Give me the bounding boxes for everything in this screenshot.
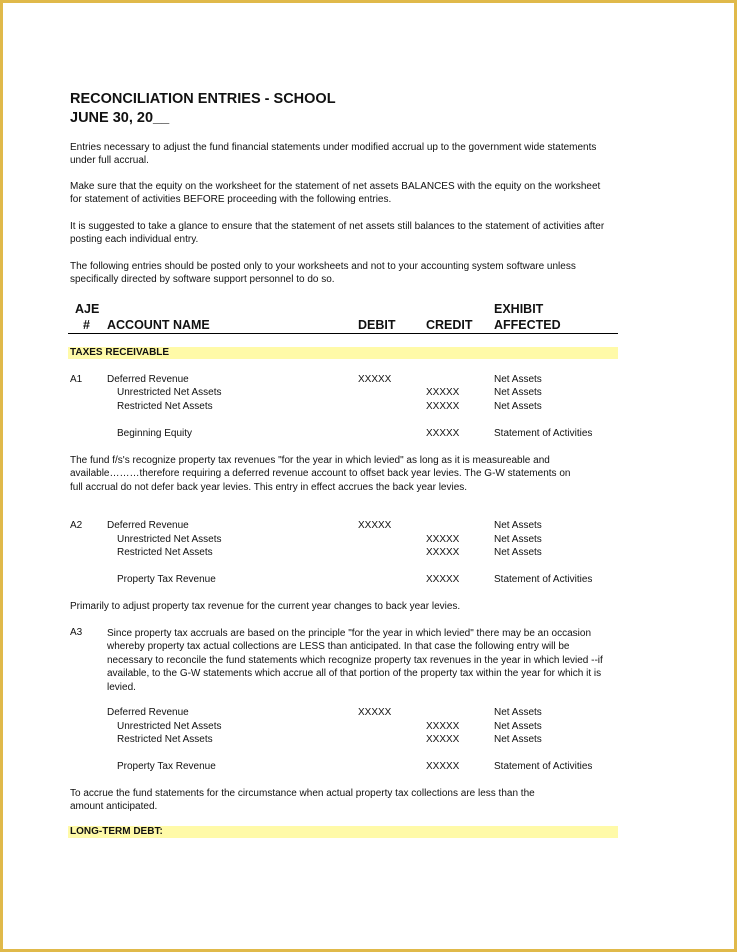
a1-debit-1: XXXXX [358, 374, 392, 385]
a2-exhibit-2: Net Assets [494, 534, 542, 545]
a2-credit-4: XXXXX [426, 574, 460, 585]
a1-credit-3: XXXXX [426, 401, 460, 412]
header-exhibit: EXHIBIT [494, 302, 544, 316]
a1-account-4: Beginning Equity [117, 428, 193, 439]
a2-exhibit-3: Net Assets [494, 547, 542, 558]
a3-credit-3: XXXXX [426, 734, 460, 745]
a1-exhibit-2: Net Assets [494, 387, 542, 398]
header-debit: DEBIT [358, 318, 396, 332]
a3-account-4: Property Tax Revenue [117, 761, 216, 772]
intro-paragraph-2: Make sure that the equity on the worksheet for the statement of net assets BALANCES with the equity on the worksheet for statement of activities BEFORE proceeding with the following entries. [70, 181, 601, 206]
header-credit: CREDIT [426, 318, 473, 332]
a2-account-1: Deferred Revenue [107, 520, 189, 531]
a1-exhibit-1: Net Assets [494, 374, 542, 385]
header-account-name: ACCOUNT NAME [107, 318, 210, 332]
entry-id-a3: A3 [70, 627, 83, 638]
a2-credit-3: XXXXX [426, 547, 460, 558]
intro-paragraph-3: It is suggested to take a glance to ensure that the statement of net assets still balances to the statement of activities after posting each individual entry. [70, 221, 605, 246]
a2-exhibit-4: Statement of Activities [494, 574, 593, 585]
entry-id-a1: A1 [70, 374, 83, 385]
a1-exhibit-3: Net Assets [494, 401, 542, 412]
a2-debit-1: XXXXX [358, 520, 392, 531]
a3-credit-4: XXXXX [426, 761, 460, 772]
a3-exhibit-3: Net Assets [494, 734, 542, 745]
header-affected: AFFECTED [494, 318, 561, 332]
a1-exhibit-4: Statement of Activities [494, 428, 593, 439]
a2-account-4: Property Tax Revenue [117, 574, 216, 585]
a3-exhibit-4: Statement of Activities [494, 761, 593, 772]
a2-note: Primarily to adjust property tax revenue for the current year changes to back year levies. [70, 601, 461, 612]
a3-credit-2: XXXXX [426, 721, 460, 732]
a3-account-1: Deferred Revenue [107, 707, 189, 718]
a3-account-2: Unrestricted Net Assets [117, 721, 222, 732]
a3-account-3: Restricted Net Assets [117, 734, 213, 745]
a1-credit-4: XXXXX [426, 428, 460, 439]
a3-description: Since property tax accruals are based on the principle "for the year in which levied" there may be an occasion whereby property tax actual collections are LESS than anticipated. In that case the following entry will be necessary to reconcile the fund statements which recognize property tax revenues in the year in which levied --if available, to the G-W statements which accrue all of that portion of the property tax within the year for which it is levied. [107, 628, 603, 693]
a1-credit-2: XXXXX [426, 387, 460, 398]
a3-note: To accrue the fund statements for the circumstance when actual property tax collections are less than the amount anticipated. [70, 788, 535, 813]
intro-paragraph-1: Entries necessary to adjust the fund financial statements under modified accrual up to the government wide statements under full accrual. [70, 142, 597, 167]
a1-account-3: Restricted Net Assets [117, 401, 213, 412]
a2-credit-2: XXXXX [426, 534, 460, 545]
section-long-term-debt: LONG-TERM DEBT: [68, 826, 618, 838]
header-aje-number: # [83, 318, 90, 332]
header-aje: AJE [75, 302, 100, 316]
a2-exhibit-1: Net Assets [494, 520, 542, 531]
section-taxes-receivable: TAXES RECEIVABLE [68, 347, 618, 359]
a3-exhibit-2: Net Assets [494, 721, 542, 732]
doc-title: RECONCILIATION ENTRIES - SCHOOL [70, 91, 336, 107]
a2-account-2: Unrestricted Net Assets [117, 534, 222, 545]
doc-subtitle: JUNE 30, 20__ [70, 110, 170, 126]
a1-account-2: Unrestricted Net Assets [117, 387, 222, 398]
a3-debit-1: XXXXX [358, 707, 392, 718]
a3-exhibit-1: Net Assets [494, 707, 542, 718]
a1-note: The fund f/s's recognize property tax revenues "for the year in which levied" as long as it is measureable and available………therefore requiring a deferred revenue account to offset back year levies. The G-W statements on full accrual do not defer back year levies. This entry in effect accrues the back year levies. [70, 455, 571, 493]
a2-account-3: Restricted Net Assets [117, 547, 213, 558]
intro-paragraph-4: The following entries should be posted only to your worksheets and not to your accounting system software unless specifically directed by software support personnel to do so. [70, 261, 576, 286]
entry-id-a2: A2 [70, 520, 83, 531]
a1-account-1: Deferred Revenue [107, 374, 189, 385]
header-rule [68, 333, 618, 334]
